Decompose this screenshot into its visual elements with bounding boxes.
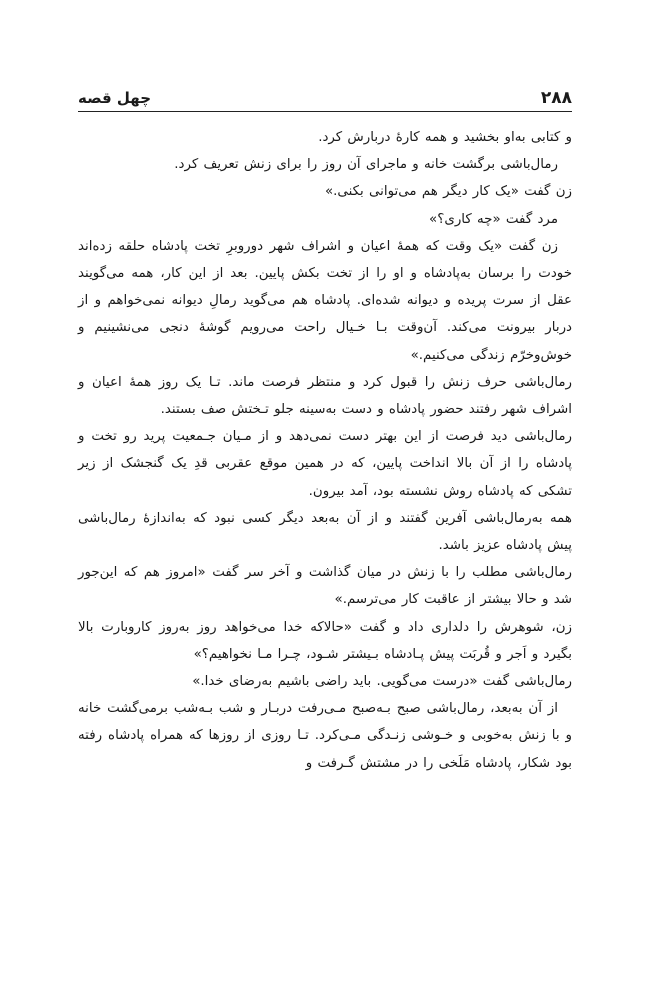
paragraph: رمال‌باشی حرف زنش را قبول کرد و منتظر فرصت ماند. تـا یک روز همهٔ اعیان و اشراف شهر رفتند حضور پادشاه و دست به‌سینه جلو تـختش صف بستند.: [78, 374, 572, 418]
paragraph: از آن به‌بعد، رمال‌باشی صبح بـه‌صبح مـی‌رفت دربـار و شب بـه‌شب برمی‌گشت خانه و با زنش به‌خوبی و خـوشی زنـدگی مـی‌کرد. تـا روزی از روزها که همراه پادشاه رفته بود شکار، پادشاه مَلَخی را در مشتش گـرفت و: [78, 701, 572, 771]
paragraph: زن گفت «یک وقت که همهٔ اعیان و اشراف شهر دوروبرِ تخت پادشاه حلقه زده‌اند خودت را برسان به‌پادشاه و او را از تخت بکش پایین. بعد از این کار، همه می‌گویند عقل از سرت پریده و دیوانه شده‌ای. پادشاه هم می‌گوید رمالِ دیوانه نمی‌خواهم و از دربار بیرونت می‌کند. آن‌وقت بـا خـیال راحت می‌رویم گوشهٔ دنجی می‌نشینیم و خوش‌وخرّم زندگی می‌کنیم.»: [78, 238, 572, 363]
paragraph: مرد گفت «چه کاری؟»: [429, 211, 558, 227]
paragraph: زن، شوهرش را دلداری داد و گفت «حالاکه خدا می‌خواهد روز به‌روز کاروبارت بالا بگیرد و اَجر و قُربَت پیش پـادشاه بـیشتر شـود، چـرا مـا نخواهیم؟»: [78, 619, 572, 662]
paragraph: رمال‌باشی گفت «درست می‌گویی. باید راضی باشیم به‌رضای خدا.»: [192, 674, 572, 690]
running-header: [78, 86, 572, 112]
paragraph: رمال‌باشی برگشت خانه و ماجرای آن روز را برای زنش تعریف کرد.: [174, 157, 558, 173]
paragraph: رمال‌باشی دید فرصت از این بهتر دست نمی‌دهد و از مـیان جـمعیت پرید رو تخت و پادشاه را از آن بالا انداخت پایین، که در همین موقع عقربی قدِ یک گنجشک از زیر تشکی که پادشاه روش نشسته بود، آمد بیرون.: [78, 429, 572, 499]
paragraph: رمال‌باشی مطلب را با زنش در میان گذاشت و آخر سر گفت «امروز هم که این‌جور شد و حالا بیشتر از عاقبت کار می‌ترسم.»: [78, 565, 572, 608]
body-text: [78, 124, 572, 777]
paragraph: همه به‌رمال‌باشی آفرین گفتند و از آن به‌بعد دیگر کسی نبود که به‌اندازهٔ رمال‌باشی پیش پادشاه عزیز باشد.: [78, 510, 572, 554]
book-title: چهل قصه: [78, 89, 152, 107]
paragraph: زن گفت «یک کار دیگر هم می‌توانی بکنی.»: [324, 184, 572, 200]
paragraph: و کتابی به‌او بخشید و همه کارهٔ دربارش کرد.: [318, 130, 572, 145]
page-number: ۲۸۸: [540, 88, 572, 108]
